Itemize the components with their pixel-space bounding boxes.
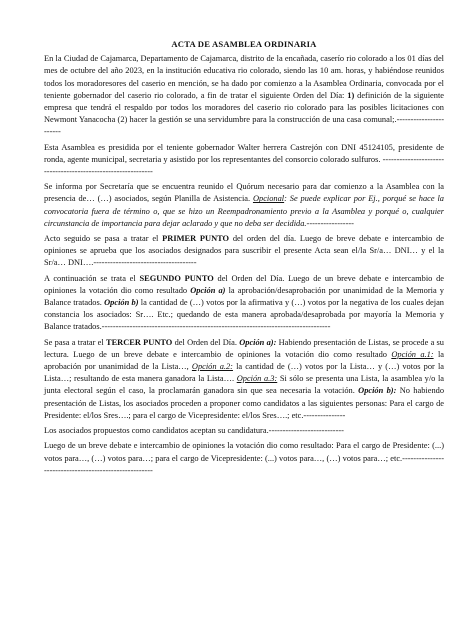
text-span: la aprobación/desaprobación por unanimidad de la Memoria y Balance tratados.	[44, 285, 444, 308]
paragraph-candidates-accept: Los asociados propuestos como candidatos aceptan su candidatura.---------------------------	[44, 426, 344, 436]
text-span: Opción a):	[239, 337, 277, 347]
text-span: Opción a)	[190, 285, 226, 295]
paragraph-intro	[44, 53, 444, 138]
text-span: Opción b)	[104, 298, 139, 308]
paragraph-quorum	[44, 181, 444, 230]
text-span: Opción a.3:	[236, 374, 278, 384]
text-span: la cantidad de (…) votos por la Lista… y (…) votos por la Lista…; resultando de esta manera ganadora la Lista….	[44, 362, 445, 384]
paragraph-second-point	[44, 273, 444, 334]
text-span: Se pasa a tratar el	[44, 337, 106, 347]
text-span: Opción b):	[358, 386, 397, 396]
text-span: Opcional	[252, 194, 285, 204]
text-span: A continuación se trata el	[44, 273, 140, 283]
text-span: 1)	[347, 90, 355, 100]
text-span: Si sólo se presenta una Lista, la asamblea y/o la junta electoral según el caso, la proclamarán ganadora sin que sea necesaria la votación.	[44, 374, 444, 396]
paragraph-third-point	[44, 337, 444, 422]
text-span: definición de la siguiente empresa que tendrá el respaldo por todos los moradores del caserio rio colorado para las posibles licitaciones con Newmont Yanacocha (2) hacer la gestión se una servidumbre para la construcción de una casa comunal;.-----------------------	[44, 90, 444, 137]
paragraph-vote-result: Luego de un breve debate e intercambio de opiniones la votación dio como resultado: Para el cargo de Presidente: (...) votos para…, (…) votos para…; para el cargo de Vicepresidente: (...) votos para…, (…) votos para…; etc.------------------------------------------------------	[44, 441, 444, 475]
paragraph-presidency: Esta Asamblea es presidida por el teniente gobernador Walter herrera Castrejón con DNI 45124105, presidente de ronda, agente municipal, secretaria y asistido por los representantes del consorcio colorado sulfuros. -------------------------------------------------------------	[44, 142, 444, 177]
text-span: : Se puede explicar por Ej., porqué se hace la convocatoria fuera de término o, que se hizo un Reempadronamiento previo a la Asamblea y porqué o, cualquier circunstancia de importancia para dejar aclarado y que no deba ser decidida.	[44, 194, 444, 228]
text-span: Opción a.2:	[191, 362, 233, 372]
text-span: Acto seguido se pasa a tratar el	[44, 234, 163, 244]
text-span: SEGUNDO PUNTO	[139, 273, 214, 283]
text-span: la aprobación por unanimidad de la Lista…,	[44, 349, 444, 372]
text-span: del Orden del Día.	[172, 337, 240, 347]
document-title: ACTA DE ASAMBLEA ORDINARIA	[171, 39, 317, 49]
text-span: del Orden del Día. Luego de un breve debate e intercambio de opiniones la votación dio como resultado	[44, 273, 445, 295]
text-span: No habiendo presentación de Listas, los asociados proceden a proponer como candidatos a las siguientes personas: Para el cargo de Presidente: el/los Sres….; para el cargo de Vicepresidente: el/los Sres….; etc.---------------	[44, 386, 445, 420]
text-span: -----------------	[306, 218, 354, 228]
text-span: PRIMER PUNTO	[162, 234, 230, 244]
text-span: Se informa por Secretaría que se encuentra reunido el Quórum necesario para dar comienzo a la Asamblea con la presencia de… (…) asociados, según Planilla de Asistencia.	[44, 182, 444, 204]
text-span: la cantidad de (…) votos por la afirmativa y (…) votos por la negativa de los cuales dejan constancia los asociados: Sr…. Etc.; quedando de esta manera aprobada/desaprobada por mayoría la Memoria y Balance tratados.----------------------------------------------------------------------------------	[44, 298, 444, 332]
text-span: TERCER PUNTO	[106, 337, 173, 347]
text-span: Habiendo presentación de Listas, se procede a su lectura. Luego de un breve debate e intercambio de opiniones la votación dio como resultado	[44, 337, 444, 359]
text-span: En la Ciudad de Cajamarca, Departamento de Cajamarca, distrito de la encañada, caserío rio colorado a los 01 días del mes de octubre del año 2023, en la institución educativa rio colorado, siendo las 10 am. horas, y habiéndose reunidos todos los moradoresores del caserio en mención, se ha dado por comienzo a la Asamblea Ordinaria, convocada por el teniente gobernador del caserio rio colorado, a fin de tratar el siguiente Orden del Día:	[44, 54, 444, 100]
paragraph-first-point	[44, 233, 444, 270]
text-span: del orden del día. Luego de breve debate e intercambio de opiniones se aprueba que los asociados designados para suscribir el presente Acta sean el/la Sr/a… DNI… y el la Sr/a… DNI….-------------------------------------	[44, 234, 445, 268]
text-span: Opción a.1:	[391, 349, 434, 359]
